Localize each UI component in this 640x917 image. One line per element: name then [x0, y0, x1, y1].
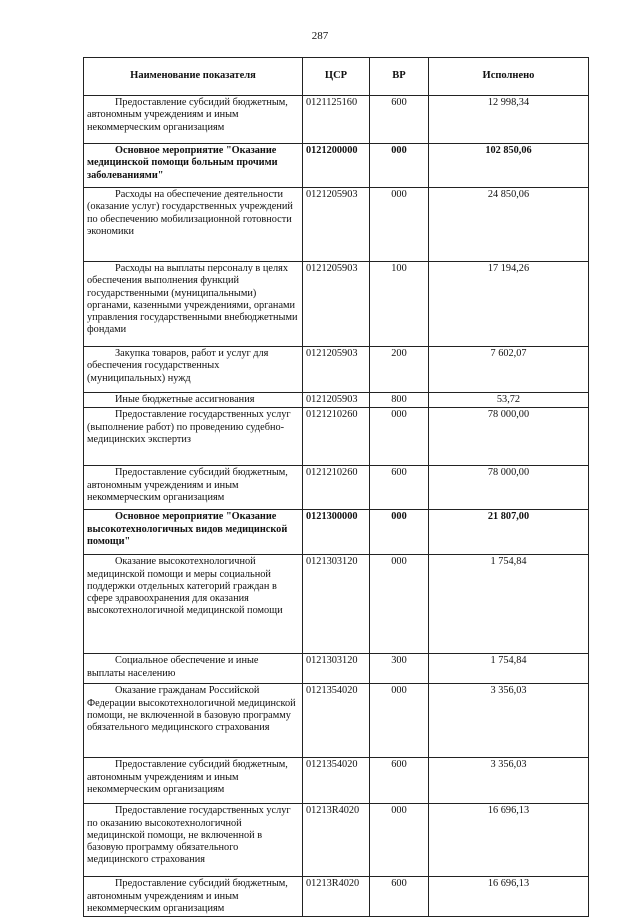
- csr-cell: 0121354020: [303, 684, 370, 758]
- executed-cell: 78 000,00: [429, 408, 589, 466]
- csr-cell: 0121354020: [303, 758, 370, 804]
- csr-cell: 0121205903: [303, 393, 370, 408]
- vr-cell: 600: [370, 877, 429, 917]
- name-cell: Предоставление государственных услуг (выполнение работ) по проведению судебно-медицинских экспертиз: [84, 408, 303, 466]
- name-cell: Социальное обеспечение и иные выплаты населению: [84, 654, 303, 684]
- executed-cell: 3 356,03: [429, 684, 589, 758]
- name-cell: Предоставление субсидий бюджетным, автономным учреждениям и иным некоммерческим организациям: [84, 758, 303, 804]
- name-cell: Расходы на обеспечение деятельности (оказание услуг) государственных учреждений по обеспечению мобилизационной готовности экономики: [84, 188, 303, 262]
- table-row: [84, 877, 589, 917]
- table-row: [84, 804, 589, 877]
- executed-cell: 102 850,06: [429, 144, 589, 188]
- csr-cell: 0121210260: [303, 466, 370, 510]
- table-row: [84, 188, 589, 262]
- name-cell: Предоставление субсидий бюджетным, автономным учреждениям и иным некоммерческим организациям: [84, 877, 303, 917]
- table-row: [84, 510, 589, 555]
- name-cell: Оказание высокотехнологичной медицинской помощи и меры социальной поддержки отдельных категорий граждан в сфере здравоохранения для оказания высокотехнологичной медицинской помощи: [84, 555, 303, 654]
- executed-cell: 17 194,26: [429, 262, 589, 347]
- executed-cell: 21 807,00: [429, 510, 589, 555]
- executed-cell: 53,72: [429, 393, 589, 408]
- header-indicator-name: Наименование показателя: [84, 58, 303, 96]
- header-executed: Исполнено: [429, 58, 589, 96]
- vr-cell: 000: [370, 804, 429, 877]
- csr-cell: 0121200000: [303, 144, 370, 188]
- name-cell: Предоставление субсидий бюджетным, автономным учреждениям и иным некоммерческим организациям: [84, 96, 303, 144]
- table-row: [84, 262, 589, 347]
- budget-execution-table: [83, 57, 589, 917]
- table-row: [84, 408, 589, 466]
- table-row: [84, 466, 589, 510]
- name-cell: Основное мероприятие "Оказание медицинской помощи больным прочими заболеваниями": [84, 144, 303, 188]
- table-row: [84, 144, 589, 188]
- name-cell: Оказание гражданам Российской Федерации высокотехнологичной медицинской помощи, не включенной в базовую программу обязательного медицинского страхования: [84, 684, 303, 758]
- csr-cell: 0121303120: [303, 654, 370, 684]
- vr-cell: 000: [370, 188, 429, 262]
- name-cell: Основное мероприятие "Оказание высокотехнологичных видов медицинской помощи": [84, 510, 303, 555]
- vr-cell: 800: [370, 393, 429, 408]
- table-row: [84, 347, 589, 393]
- page-number: 287: [311, 30, 329, 42]
- vr-cell: 000: [370, 555, 429, 654]
- executed-cell: 12 998,34: [429, 96, 589, 144]
- vr-cell: 000: [370, 408, 429, 466]
- csr-cell: 0121300000: [303, 510, 370, 555]
- vr-cell: 600: [370, 758, 429, 804]
- csr-cell: 0121205903: [303, 262, 370, 347]
- header-vr: ВР: [370, 58, 429, 96]
- csr-cell: 0121210260: [303, 408, 370, 466]
- vr-cell: 000: [370, 144, 429, 188]
- executed-cell: 78 000,00: [429, 466, 589, 510]
- vr-cell: 600: [370, 96, 429, 144]
- table-row: [84, 758, 589, 804]
- table-row: [84, 96, 589, 144]
- name-cell: Предоставление субсидий бюджетным, автономным учреждениям и иным некоммерческим организациям: [84, 466, 303, 510]
- executed-cell: 1 754,84: [429, 654, 589, 684]
- executed-cell: 7 602,07: [429, 347, 589, 393]
- name-cell: Расходы на выплаты персоналу в целях обеспечения выполнения функций государственными (муниципальными) органами, казенными учреждениями, органами управления государственными внебюджетными фондами: [84, 262, 303, 347]
- name-cell: Закупка товаров, работ и услуг для обеспечения государственных (муниципальных) нужд: [84, 347, 303, 393]
- name-cell: Иные бюджетные ассигнования: [84, 393, 303, 408]
- csr-cell: 0121205903: [303, 188, 370, 262]
- name-cell: Предоставление государственных услуг по оказанию высокотехнологичной медицинской помощи, не включенной в базовую программу обязательного медицинского страхования: [84, 804, 303, 877]
- executed-cell: 3 356,03: [429, 758, 589, 804]
- vr-cell: 200: [370, 347, 429, 393]
- executed-cell: 16 696,13: [429, 804, 589, 877]
- csr-cell: 0121125160: [303, 96, 370, 144]
- table-body: [84, 96, 589, 917]
- vr-cell: 600: [370, 466, 429, 510]
- executed-cell: 1 754,84: [429, 555, 589, 654]
- header-csr: ЦСР: [303, 58, 370, 96]
- csr-cell: 01213R4020: [303, 804, 370, 877]
- table-row: [84, 555, 589, 654]
- csr-cell: 01213R4020: [303, 877, 370, 917]
- vr-cell: 300: [370, 654, 429, 684]
- vr-cell: 100: [370, 262, 429, 347]
- executed-cell: 24 850,06: [429, 188, 589, 262]
- table-row: [84, 684, 589, 758]
- table-row: [84, 393, 589, 408]
- csr-cell: 0121205903: [303, 347, 370, 393]
- table-row: [84, 654, 589, 684]
- vr-cell: 000: [370, 510, 429, 555]
- executed-cell: 16 696,13: [429, 877, 589, 917]
- table-header-row: [84, 58, 589, 96]
- vr-cell: 000: [370, 684, 429, 758]
- csr-cell: 0121303120: [303, 555, 370, 654]
